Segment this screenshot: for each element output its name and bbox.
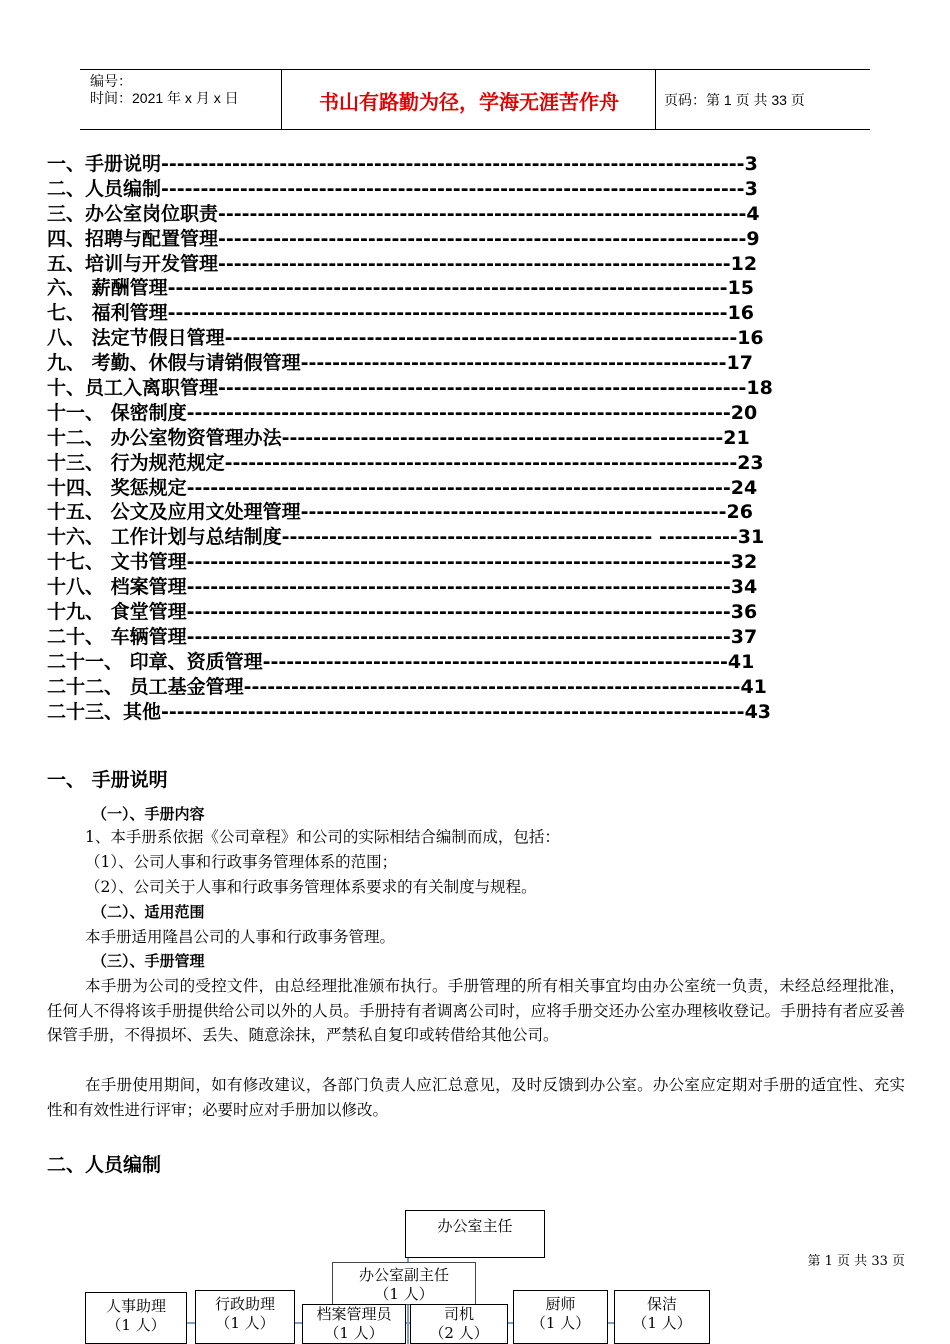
header-divider-left bbox=[281, 69, 282, 130]
toc-entry[interactable]: 五、培训与开发管理-----------------------------------------------------------------12 bbox=[47, 252, 758, 275]
toc-entry[interactable]: 二十、 车辆管理---------------------------------------------------------------------37 bbox=[47, 625, 758, 648]
toc-entry[interactable]: 二十二、 员工基金管理---------------------------------------------------------------41 bbox=[47, 675, 767, 698]
header-bottom-rule bbox=[80, 129, 870, 130]
header-divider-right bbox=[655, 69, 656, 130]
toc-entry[interactable]: 十七、 文书管理---------------------------------------------------------------------32 bbox=[47, 551, 758, 574]
section-heading-staffing: 二、人员编制 bbox=[47, 1154, 162, 1176]
toc-entry[interactable]: 六、 薪酬管理-----------------------------------------------------------------------15 bbox=[47, 277, 754, 300]
text-line: 1、本手册系依据《公司章程》和公司的实际相结合编制而成，包括： bbox=[85, 828, 560, 846]
page-footer: 第 1 页 共 33 页 bbox=[807, 1254, 905, 1269]
toc-entry[interactable]: 一、手册说明--------------------------------------------------------------------------3 bbox=[47, 153, 758, 175]
section-heading-manual: 一、 手册说明 bbox=[47, 769, 168, 791]
subheading-manual-management: （三）、手册管理 bbox=[92, 952, 205, 970]
header-motto: 书山有路勤为径，学海无涯苦作舟 bbox=[319, 90, 619, 114]
text-line: （2）、公司关于人事和行政事务管理体系要求的有关制度与规程。 bbox=[85, 878, 537, 896]
toc-entry[interactable]: 二、人员编制--------------------------------------------------------------------------3 bbox=[47, 177, 758, 200]
table-of-contents bbox=[47, 152, 807, 724]
org-box-director: 办公室主任 bbox=[405, 1210, 545, 1258]
toc-entry[interactable]: 十九、 食堂管理---------------------------------------------------------------------36 bbox=[47, 601, 758, 624]
header-number-label: 编号： bbox=[90, 73, 132, 89]
org-box-archivist: 档案管理员 （1 人） bbox=[302, 1304, 406, 1344]
org-box-cleaner: 保洁 （1 人） bbox=[614, 1290, 710, 1344]
toc-entry[interactable]: 十二、 办公室物资管理办法--------------------------------------------------------21 bbox=[47, 426, 750, 449]
toc-entry[interactable]: 十、员工入离职管理-------------------------------------------------------------------18 bbox=[47, 377, 773, 400]
toc-entry[interactable]: 二十一、 印章、资质管理-----------------------------------------------------------41 bbox=[47, 650, 755, 673]
subheading-scope: （二）、适用范围 bbox=[92, 903, 205, 921]
toc-entry[interactable]: 三、办公室岗位职责-------------------------------------------------------------------4 bbox=[47, 202, 760, 225]
toc-entry[interactable]: 二十三、其他--------------------------------------------------------------------------43 bbox=[47, 700, 772, 723]
header-date-label: 时间：2021 年 x 月 x 日 bbox=[90, 90, 239, 106]
header-page-label: 页码：第 1 页 共 33 页 bbox=[664, 92, 805, 108]
text-line: （1）、公司人事和行政事务管理体系的范围； bbox=[85, 853, 398, 871]
header-top-rule bbox=[80, 69, 870, 70]
toc-entry[interactable]: 十三、 行为规范规定-----------------------------------------------------------------23 bbox=[47, 451, 764, 474]
toc-entry[interactable]: 十五、 公文及应用文处理管理------------------------------------------------------26 bbox=[47, 501, 753, 524]
toc-entry[interactable]: 七、 福利管理-----------------------------------------------------------------------16 bbox=[47, 302, 754, 325]
text-line: 本手册适用隆昌公司的人事和行政事务管理。 bbox=[85, 928, 396, 946]
toc-entry[interactable]: 十六、 工作计划与总结制度----------------------------------------------- ----------31 bbox=[47, 526, 765, 549]
org-box-deputy: 办公室副主任 （1 人） bbox=[332, 1262, 476, 1305]
subheading-manual-content: （一）、手册内容 bbox=[92, 805, 205, 823]
paragraph: 本手册为公司的受控文件，由总经理批准颁布执行。手册管理的所有相关事宜均由办公室统一负责，未经总经理批准，任何人不得将该手册提供给公司以外的人员。手册持有者调离公司时，应将手册交还办公室办理核收登记。手册持有者应妥善保管手册，不得损坏、丢失、随意涂抹，严禁私自复印或转借给其他公司。 bbox=[47, 977, 905, 1044]
paragraph: 在手册使用期间，如有修改建议，各部门负责人应汇总意见，及时反馈到办公室。办公室应定期对手册的适宜性、充实性和有效性进行评审；必要时应对手册加以修改。 bbox=[47, 1076, 905, 1119]
toc-entry[interactable]: 九、 考勤、休假与请销假管理------------------------------------------------------17 bbox=[47, 352, 753, 375]
org-box-chef: 厨师 （1 人） bbox=[513, 1290, 608, 1344]
toc-entry[interactable]: 四、招聘与配置管理-------------------------------------------------------------------9 bbox=[47, 227, 760, 250]
org-box-admin-assistant: 行政助理 （1 人） bbox=[195, 1290, 295, 1344]
toc-entry[interactable]: 十一、 保密制度---------------------------------------------------------------------20 bbox=[47, 401, 758, 424]
toc-entry[interactable]: 八、 法定节假日管理-----------------------------------------------------------------16 bbox=[47, 327, 764, 350]
toc-entry[interactable]: 十八、 档案管理---------------------------------------------------------------------34 bbox=[47, 576, 758, 599]
org-box-driver: 司机 （2 人） bbox=[410, 1304, 508, 1344]
org-box-hr-assistant: 人事助理 （1 人） bbox=[85, 1292, 187, 1344]
toc-entry[interactable]: 十四、 奖惩规定---------------------------------------------------------------------24 bbox=[47, 476, 758, 499]
